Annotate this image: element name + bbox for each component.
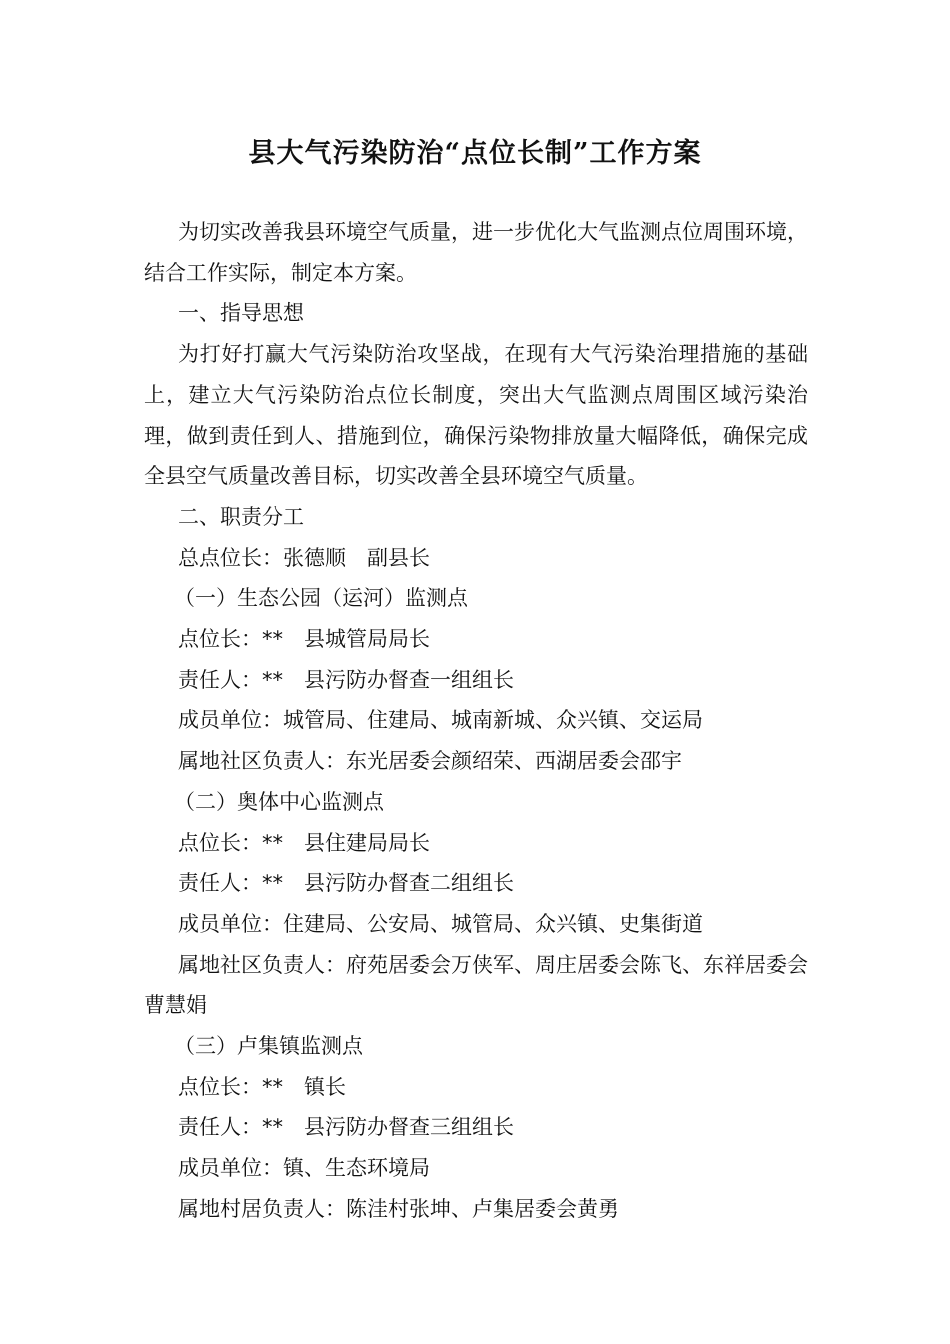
document-body (144, 212, 808, 1230)
line-village-heads: 属地村居负责人：陈洼村张坤、卢集居委会黄勇 (178, 1196, 619, 1221)
section-heading-responsibilities: 二、职责分工 (178, 504, 304, 529)
paragraph-intro: 为切实改善我县环境空气质量，进一步优化大气监测点位周围环境，结合工作实际，制定本方案。 (144, 220, 808, 285)
subsection-heading-olympic-center: （二）奥体中心监测点 (174, 789, 384, 814)
line-member-units: 成员单位：城管局、住建局、城南新城、众兴镇、交运局 (178, 708, 703, 733)
document-title: 县大气污染防治“点位长制”工作方案 (248, 138, 702, 169)
subsection-heading-luji-town: （三）卢集镇监测点 (174, 1034, 363, 1059)
paragraph-guiding-ideology: 为打好打赢大气污染防治攻坚战，在现有大气污染治理措施的基础上，建立大气污染防治点位长制度，突出大气监测点周围区域污染治理，做到责任到人、措施到位，确保污染物排放量大幅降低，确保完成全县空气质量改善目标，切实改善全县环境空气质量。 (144, 342, 808, 489)
line-responsible-person: 责任人：** 县污防办督查三组组长 (178, 1115, 514, 1140)
line-responsible-person: 责任人：** 县污防办督查二组组长 (178, 871, 514, 896)
line-point-leader: 点位长：** 县城管局局长 (178, 627, 430, 652)
line-responsible-person: 责任人：** 县污防办督查一组组长 (178, 667, 514, 692)
line-point-leader: 点位长：** 镇长 (178, 1074, 346, 1099)
line-member-units: 成员单位：镇、生态环境局 (178, 1156, 430, 1181)
line-community-heads: 属地社区负责人：府苑居委会万侠军、周庄居委会陈飞、东祥居委会曹慧娟 (144, 952, 808, 1018)
line-member-units: 成员单位：住建局、公安局、城管局、众兴镇、史集街道 (178, 911, 703, 936)
line-chief-point-leader: 总点位长：张德顺 副县长 (178, 545, 430, 570)
section-heading-guiding-ideology: 一、指导思想 (178, 301, 304, 326)
line-point-leader: 点位长：** 县住建局局长 (178, 830, 430, 855)
line-community-heads: 属地社区负责人：东光居委会颜绍荣、西湖居委会邵宇 (178, 749, 682, 774)
subsection-heading-eco-park: （一）生态公园（运河）监测点 (174, 586, 468, 611)
